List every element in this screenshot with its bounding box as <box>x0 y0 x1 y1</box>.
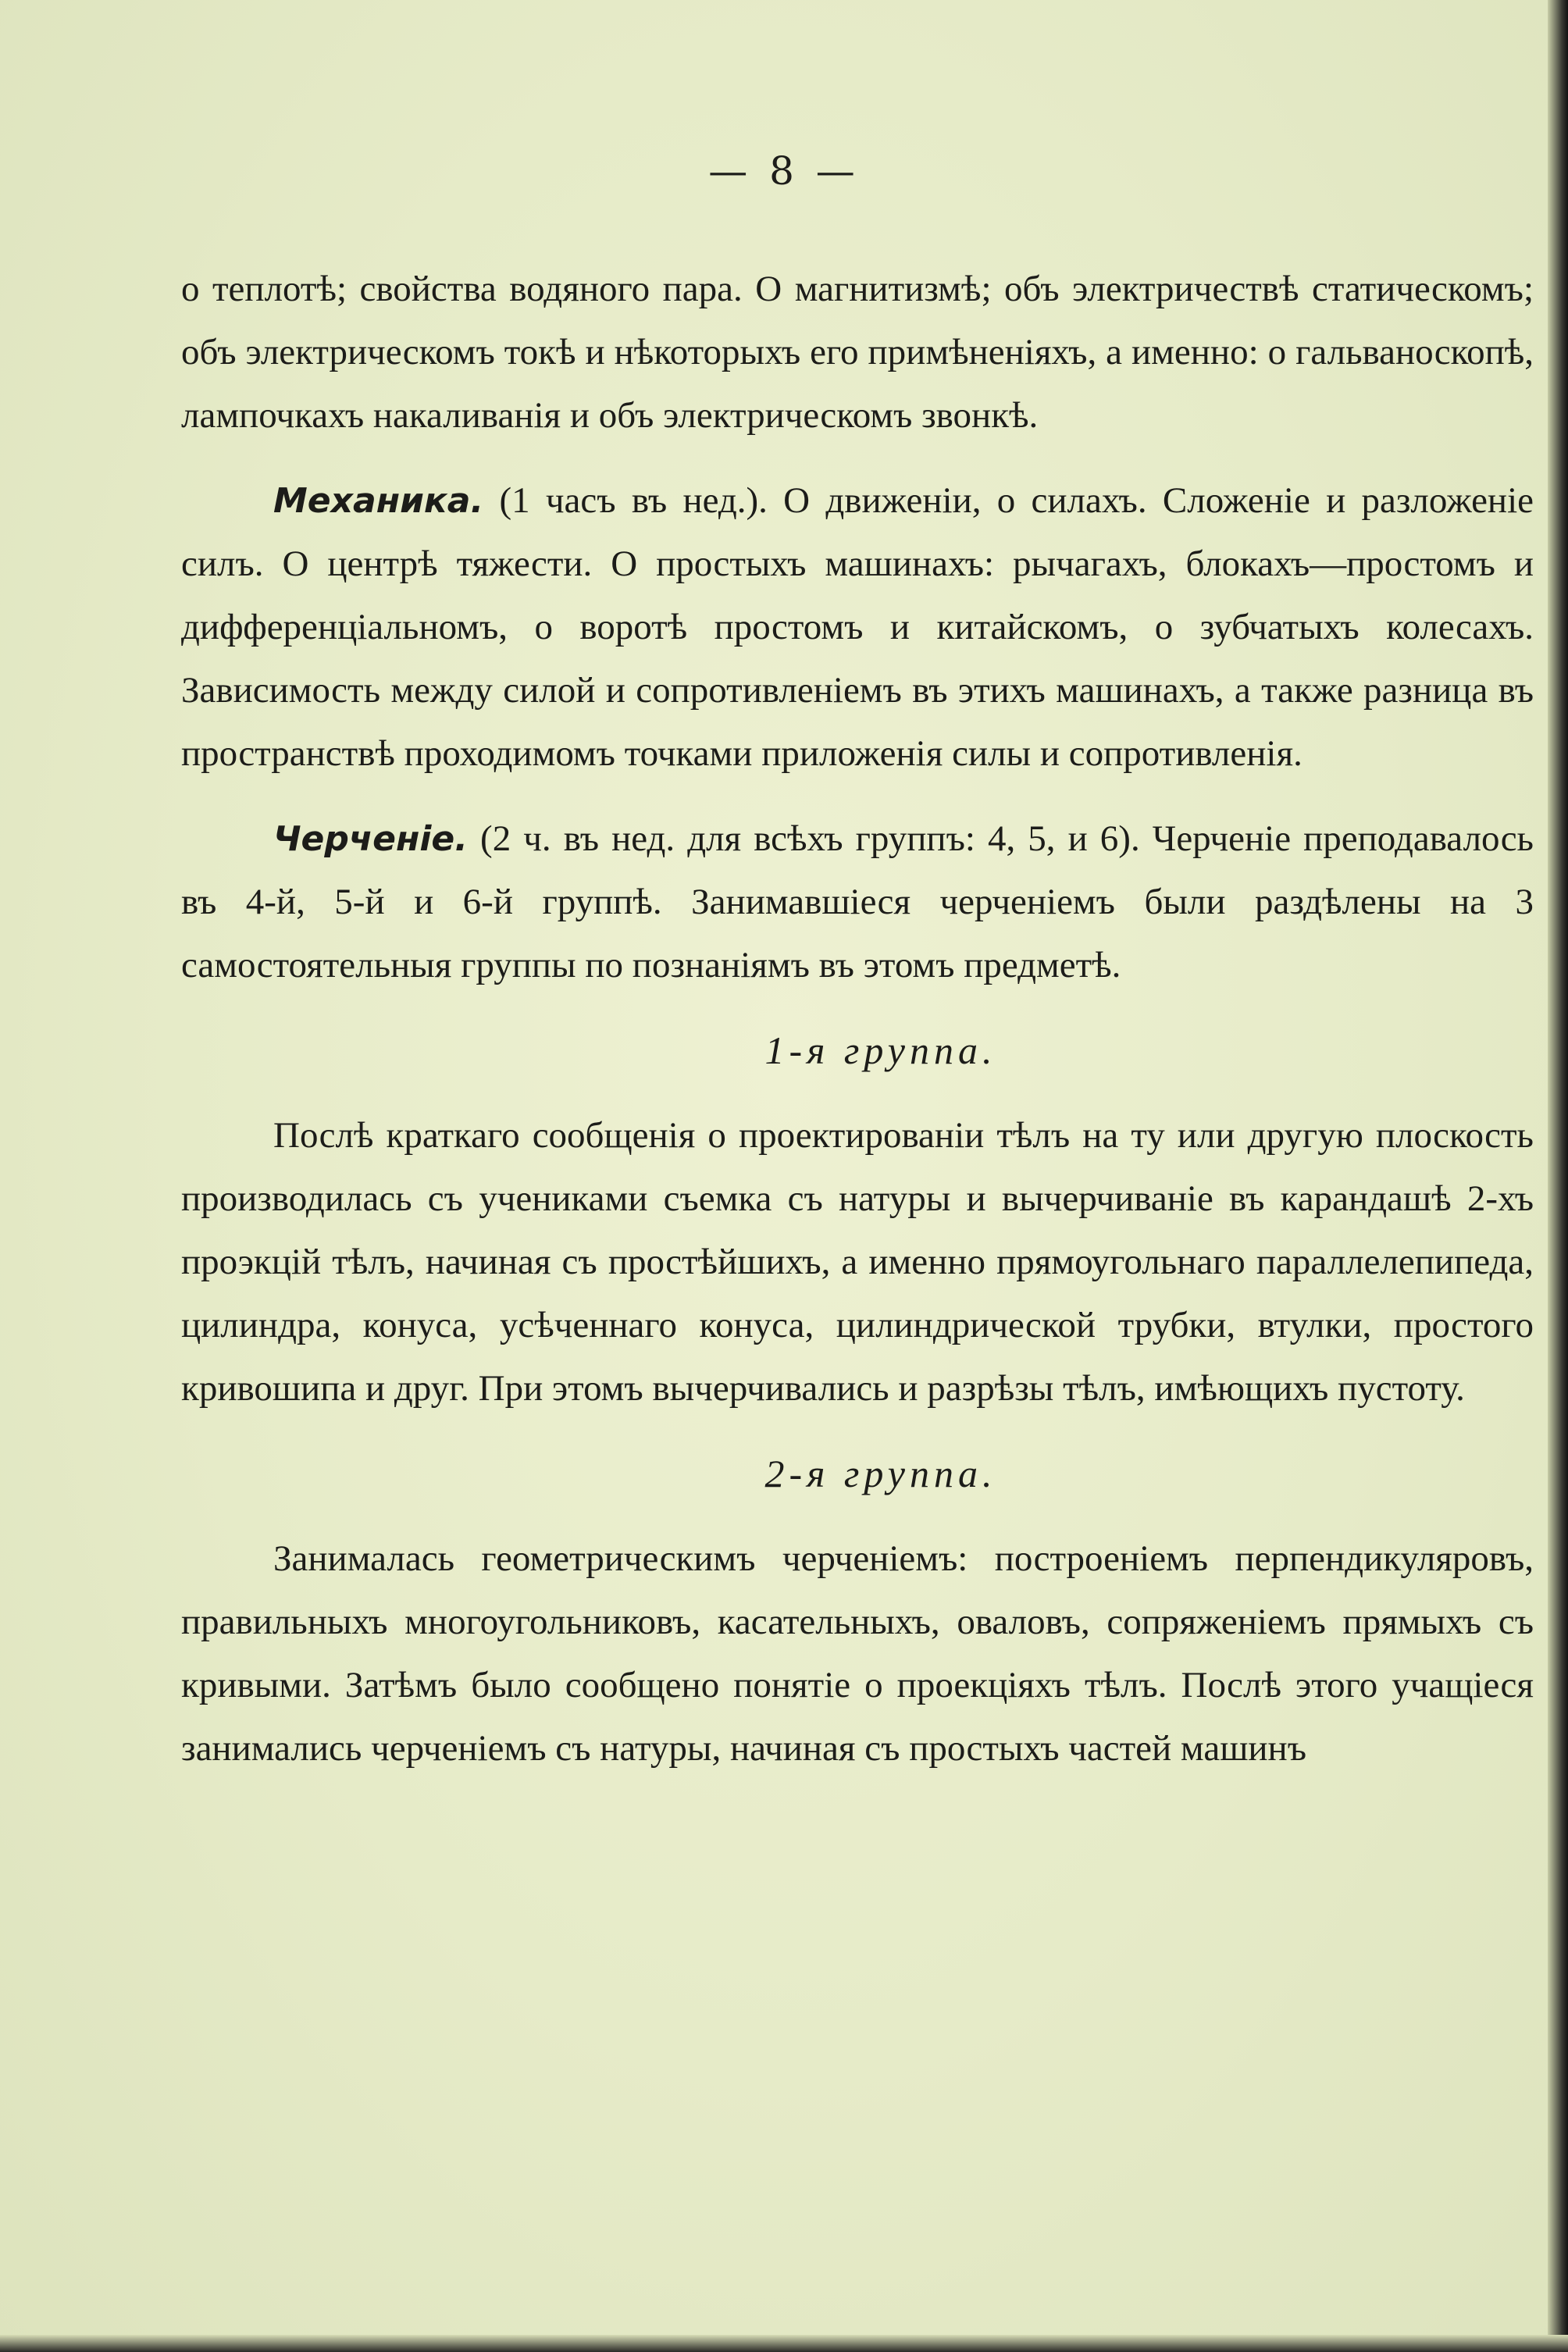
mechanics-text: (1 часъ въ нед.). О движеніи, о силахъ. Сложеніе и разложеніе силъ. О центрѣ тяжести. О простыхъ машинахъ: рычагахъ, блокахъ—простомъ и дифференціальномъ, о воротѣ простомъ и китайскомъ, о зубчатыхъ колесахъ. Зависимость между силой и сопротивленіемъ въ этихъ машинахъ, а также разница въ пространствѣ проходимомъ точками приложенія силы и сопротивленія. <box>181 480 1534 774</box>
drawing-paragraph <box>181 807 1534 997</box>
drawing-text: (2 ч. въ нед. для всѣхъ группъ: 4, 5, и 6). Черченіе преподавалось въ 4-й, 5-й и 6-й группѣ. Занимавшіеся черченіемъ были раздѣлены на 3 самостоятельныя группы по познаніямъ въ этомъ предметѣ. <box>181 818 1534 985</box>
group1-paragraph: Послѣ краткаго сообщенія о проектированіи тѣлъ на ту или другую плоскость производилась съ учениками съемка съ натуры и вычерчиваніе въ карандашѣ 2-хъ проэкцій тѣлъ, начиная съ простѣйшихъ, а именно прямоугольнаго параллелепипеда, цилиндра, конуса, усѣченнаго конуса, цилиндрической трубки, втулки, простого кривошипа и друг. При этомъ вычерчивались и разрѣзы тѣлъ, имѣющихъ пустоту. <box>181 1115 1534 1409</box>
group2-paragraph: Занималась геометрическимъ черченіемъ: построеніемъ перпендикуляровъ, правильныхъ многоугольниковъ, касательныхъ, оваловъ, сопряженіемъ прямыхъ съ кривыми. Затѣмъ было сообщено понятіе о проекціяхъ тѣлъ. Послѣ этого учащіеся занимались черченіемъ съ натуры, начиная съ простыхъ частей машинъ <box>181 1538 1534 1769</box>
mechanics-paragraph <box>181 469 1534 786</box>
page-edge-bottom <box>0 2335 1568 2352</box>
drawing-title: Черченіе. <box>273 819 468 859</box>
group2-heading: 2-я группа. <box>764 1452 997 1495</box>
page-edge-right <box>1548 0 1568 2352</box>
mechanics-title: Механика. <box>273 481 484 521</box>
body-text <box>181 258 1534 1802</box>
group1-heading: 1-я группа. <box>764 1028 997 1072</box>
page-number: — 8 — <box>708 148 860 194</box>
physics-paragraph: о теплотѣ; свойства водяного пара. О магнитизмѣ; объ электричествѣ статическомъ; объ электрическомъ токѣ и нѣкоторыхъ его примѣненіяхъ, а именно: о гальваноскопѣ, лампочкахъ накаливанія и объ электрическомъ звонкѣ. <box>181 269 1534 436</box>
